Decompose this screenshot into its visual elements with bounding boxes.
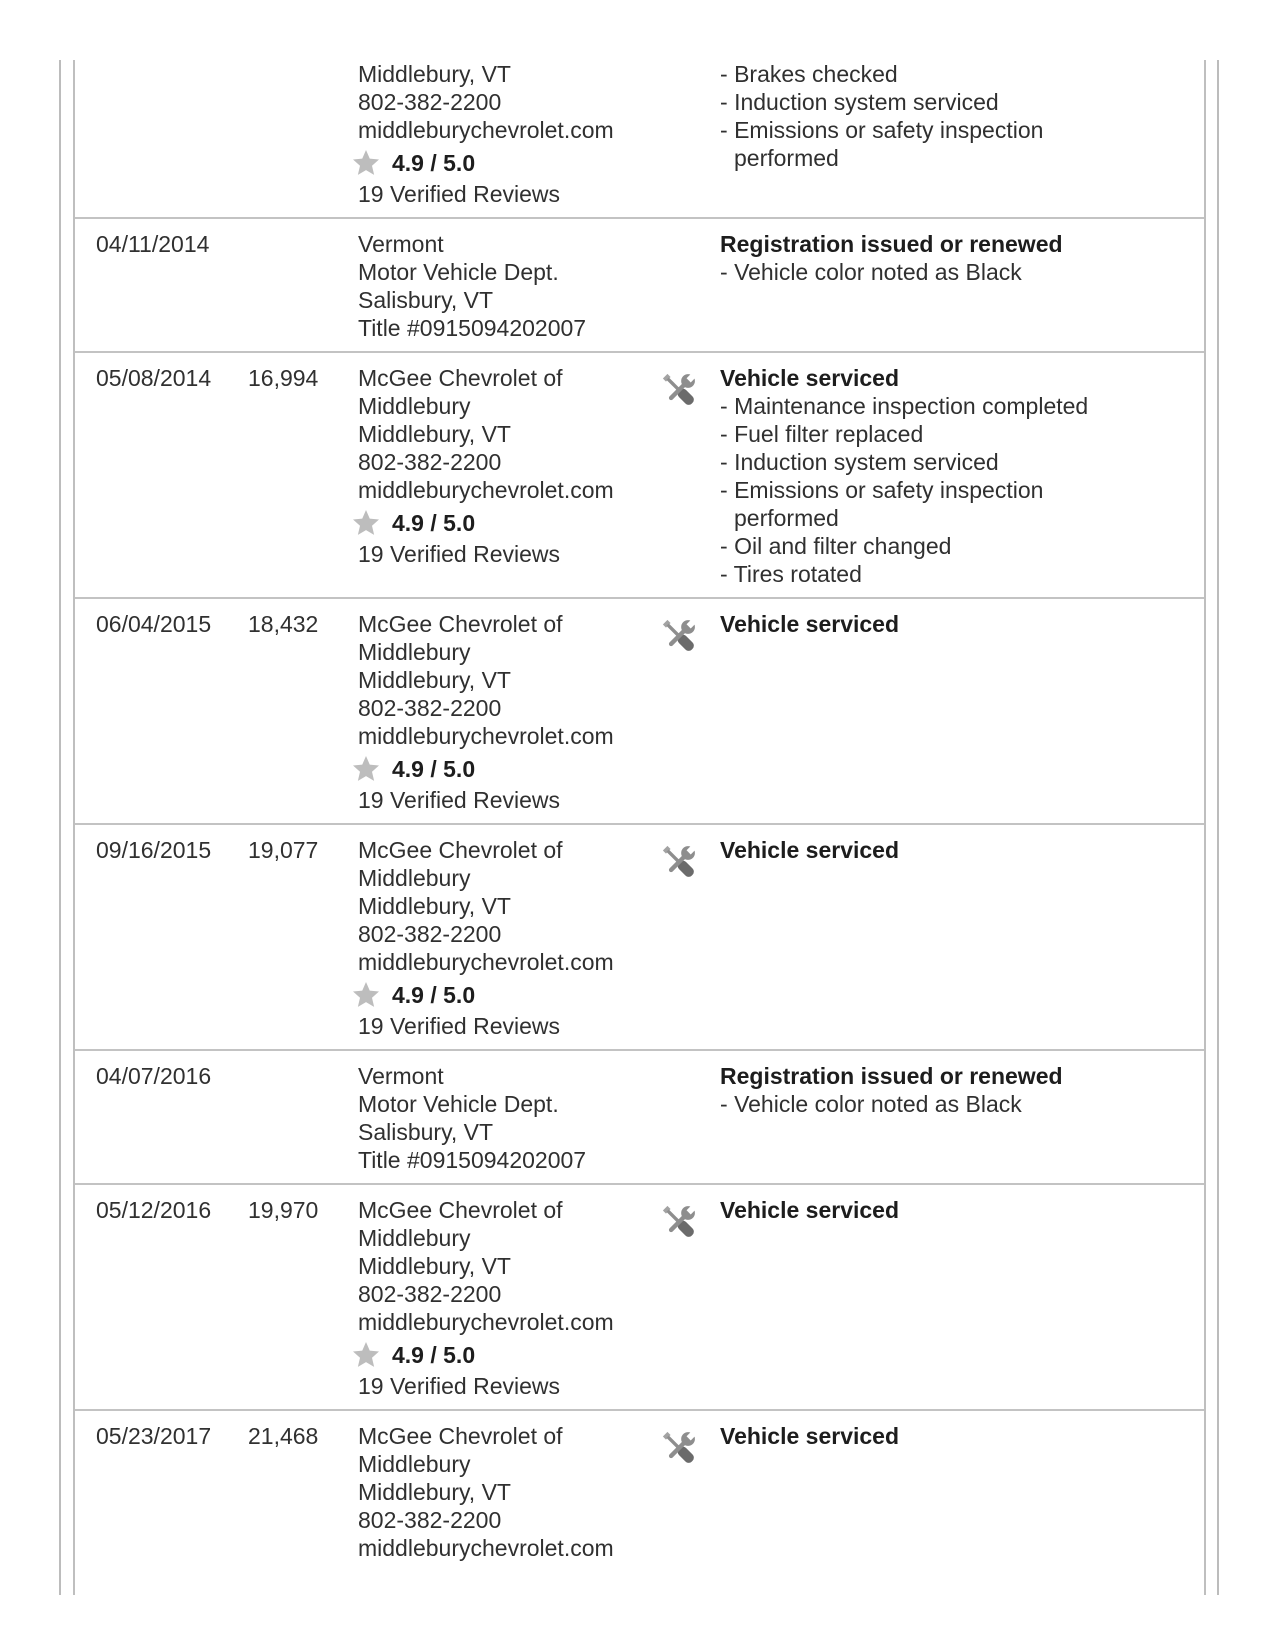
- source-line: Title #0915094202007: [358, 315, 587, 341]
- source-line: Title #0915094202007: [358, 1147, 587, 1173]
- source-line: 802-382-2200: [358, 921, 502, 947]
- history-row: [75, 597, 1204, 823]
- record-icon-cell: [658, 836, 720, 883]
- wrench-screwdriver-icon: [658, 841, 700, 883]
- history-row: [75, 1183, 1204, 1409]
- source-line: Middlebury, VT: [358, 1253, 511, 1279]
- record-icon-cell: [658, 364, 720, 411]
- dealer-rating: [351, 1340, 658, 1370]
- report-page-frame: [59, 60, 1219, 1595]
- record-mileage: 19,077: [248, 837, 319, 863]
- details-title: Vehicle serviced: [720, 1197, 900, 1223]
- source-line: middleburychevrolet.com: [358, 723, 614, 749]
- source-line: McGee Chevrolet of: [358, 365, 563, 391]
- details-item: - Fuel filter replaced: [720, 420, 1148, 448]
- source-line: Vermont: [358, 231, 444, 257]
- record-date: 09/16/2015: [96, 837, 212, 863]
- wrench-screwdriver-icon: [658, 1201, 700, 1243]
- record-details: [720, 1196, 1204, 1224]
- verified-reviews: 19 Verified Reviews: [358, 541, 560, 567]
- details-title: Vehicle serviced: [720, 365, 900, 391]
- record-icon-cell: [658, 610, 720, 657]
- record-mileage: 21,468: [248, 1423, 319, 1449]
- rating-value: 4.9 / 5.0: [392, 982, 476, 1008]
- record-details: [720, 364, 1204, 588]
- verified-reviews: 19 Verified Reviews: [358, 787, 560, 813]
- record-date: 05/08/2014: [96, 365, 212, 391]
- wrench-screwdriver-icon: [658, 1427, 700, 1469]
- source-line: Middlebury: [358, 393, 471, 419]
- source-line: McGee Chevrolet of: [358, 1197, 563, 1223]
- record-mileage: 18,432: [248, 611, 319, 637]
- star-icon: [351, 508, 381, 538]
- star-icon: [351, 1340, 381, 1370]
- source-info: [358, 1422, 658, 1562]
- star-icon: [351, 980, 381, 1010]
- dealer-rating: [351, 508, 658, 538]
- details-item: - Emissions or safety inspection performed: [720, 476, 1148, 532]
- source-line: McGee Chevrolet of: [358, 1423, 563, 1449]
- record-details: [720, 610, 1204, 638]
- record-details: [720, 230, 1204, 286]
- source-line: Middlebury: [358, 865, 471, 891]
- source-info: [358, 230, 658, 342]
- dealer-rating: [351, 148, 658, 178]
- source-info: [358, 610, 658, 814]
- wrench-screwdriver-icon: [658, 615, 700, 657]
- source-line: middleburychevrolet.com: [358, 1309, 614, 1335]
- source-info: [358, 364, 658, 568]
- record-mileage: 16,994: [248, 365, 319, 391]
- star-icon: [351, 148, 381, 178]
- record-date: 06/04/2015: [96, 611, 212, 637]
- source-line: McGee Chevrolet of: [358, 611, 563, 637]
- source-line: middleburychevrolet.com: [358, 477, 614, 503]
- history-row: [75, 60, 1204, 217]
- details-title: Registration issued or renewed: [720, 1063, 1063, 1089]
- source-line: 802-382-2200: [358, 89, 502, 115]
- details-item: - Vehicle color noted as Black: [720, 258, 1148, 286]
- source-line: middleburychevrolet.com: [358, 1535, 614, 1561]
- source-line: Middlebury, VT: [358, 667, 511, 693]
- source-line: Middlebury, VT: [358, 893, 511, 919]
- record-date: 05/12/2016: [96, 1197, 212, 1223]
- source-info: [358, 60, 658, 208]
- history-row: [75, 1409, 1204, 1571]
- details-item: - Emissions or safety inspection performed: [720, 116, 1148, 172]
- dealer-rating: [351, 980, 658, 1010]
- record-date: 05/23/2017: [96, 1423, 212, 1449]
- details-item: - Induction system serviced: [720, 448, 1148, 476]
- details-title: Vehicle serviced: [720, 611, 900, 637]
- details-title: Vehicle serviced: [720, 1423, 900, 1449]
- vehicle-history-table: [73, 60, 1206, 1595]
- rating-value: 4.9 / 5.0: [392, 510, 476, 536]
- source-line: Motor Vehicle Dept.: [358, 1091, 559, 1117]
- source-line: McGee Chevrolet of: [358, 837, 563, 863]
- source-line: Middlebury, VT: [358, 1479, 511, 1505]
- details-item: - Vehicle color noted as Black: [720, 1090, 1148, 1118]
- details-item: - Tires rotated: [720, 560, 1148, 588]
- dealer-rating: [351, 754, 658, 784]
- verified-reviews: 19 Verified Reviews: [358, 1013, 560, 1039]
- source-line: Middlebury, VT: [358, 421, 511, 447]
- record-details: [720, 1422, 1204, 1450]
- record-date: 04/07/2016: [96, 1063, 212, 1089]
- source-line: Middlebury: [358, 1225, 471, 1251]
- source-line: 802-382-2200: [358, 695, 502, 721]
- record-details: [720, 836, 1204, 864]
- source-info: [358, 1062, 658, 1174]
- details-title: Vehicle serviced: [720, 837, 900, 863]
- source-line: Middlebury: [358, 1451, 471, 1477]
- record-mileage: 19,970: [248, 1197, 319, 1223]
- history-row: [75, 351, 1204, 597]
- rating-value: 4.9 / 5.0: [392, 1342, 476, 1368]
- rating-value: 4.9 / 5.0: [392, 150, 476, 176]
- history-row: [75, 217, 1204, 351]
- record-details: [720, 1062, 1204, 1118]
- details-item: - Maintenance inspection completed: [720, 392, 1148, 420]
- source-line: 802-382-2200: [358, 1281, 502, 1307]
- verified-reviews: 19 Verified Reviews: [358, 181, 560, 207]
- record-details: [720, 60, 1204, 172]
- history-row: [75, 1049, 1204, 1183]
- source-info: [358, 1196, 658, 1400]
- source-line: Middlebury, VT: [358, 61, 511, 87]
- history-row: [75, 823, 1204, 1049]
- source-line: Salisbury, VT: [358, 1119, 494, 1145]
- record-icon-cell: [658, 1196, 720, 1243]
- source-line: 802-382-2200: [358, 1507, 502, 1533]
- rating-value: 4.9 / 5.0: [392, 756, 476, 782]
- details-title: Registration issued or renewed: [720, 231, 1063, 257]
- source-line: Motor Vehicle Dept.: [358, 259, 559, 285]
- source-line: Salisbury, VT: [358, 287, 494, 313]
- details-item: - Induction system serviced: [720, 88, 1148, 116]
- details-item: - Oil and filter changed: [720, 532, 1148, 560]
- star-icon: [351, 754, 381, 784]
- source-line: 802-382-2200: [358, 449, 502, 475]
- source-line: Vermont: [358, 1063, 444, 1089]
- record-date: 04/11/2014: [96, 231, 210, 257]
- wrench-screwdriver-icon: [658, 369, 700, 411]
- source-line: middleburychevrolet.com: [358, 117, 614, 143]
- details-item: - Brakes checked: [720, 60, 1148, 88]
- verified-reviews: 19 Verified Reviews: [358, 1373, 560, 1399]
- source-info: [358, 836, 658, 1040]
- record-icon-cell: [658, 1422, 720, 1469]
- source-line: Middlebury: [358, 639, 471, 665]
- source-line: middleburychevrolet.com: [358, 949, 614, 975]
